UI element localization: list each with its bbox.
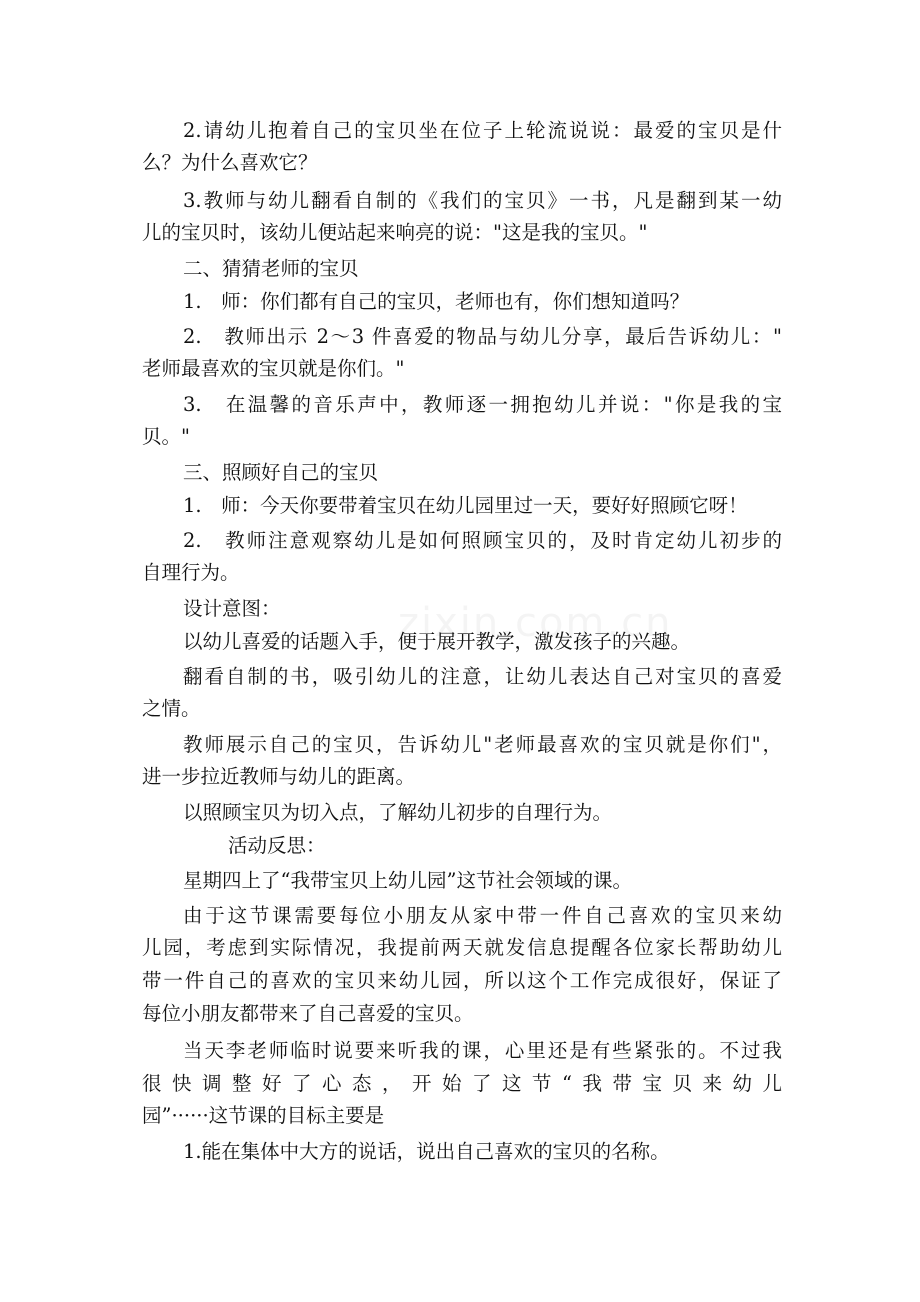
paragraph-line: 1. 师：你们都有自己的宝贝，老师也有，你们想知道吗？ xyxy=(183,290,690,313)
paragraph-line: 很快调整好了心态，开始了这节“我带宝贝来幼儿 xyxy=(142,1072,782,1095)
paragraph-line: 当天李老师临时说要来听我的课，心里还是有些紧张的。不过我 xyxy=(183,1039,782,1062)
paragraph-line: 由于这节课需要每位小朋友从家中带一件自己喜欢的宝贝来幼 xyxy=(183,904,782,927)
paragraph-line: 进一步拉近教师与幼儿的距离。 xyxy=(142,765,416,788)
paragraph-line: 么？为什么喜欢它？ xyxy=(142,151,318,174)
paragraph-line: 2. 教师注意观察幼儿是如何照顾宝贝的，及时肯定幼儿初步的 xyxy=(183,529,782,552)
paragraph-line: 3. 在温馨的音乐声中，教师逐一拥抱幼儿并说："你是我的宝 xyxy=(183,393,782,416)
subheading: 活动反思： xyxy=(228,834,326,857)
paragraph-line: 每位小朋友都带来了自己喜爱的宝贝。 xyxy=(142,1002,474,1025)
paragraph-line: 1. 师：今天你要带着宝贝在幼儿园里过一天，要好好照顾它呀！ xyxy=(183,494,748,517)
paragraph-line: 教师展示自己的宝贝，告诉幼儿"老师最喜欢的宝贝就是你们"， xyxy=(183,733,782,756)
paragraph-line: 以幼儿喜爱的话题入手，便于展开教学，激发孩子的兴趣。 xyxy=(183,630,691,653)
section-heading: 三、照顾好自己的宝贝 xyxy=(183,461,379,484)
paragraph-line: 以照顾宝贝为切入点，了解幼儿初步的自理行为。 xyxy=(183,801,613,824)
paragraph-line: 3.教师与幼儿翻看自制的《我们的宝贝》一书，凡是翻到某一幼 xyxy=(183,189,782,212)
paragraph-line: 自理行为。 xyxy=(142,561,240,584)
paragraph-line: 2. 教师出示 2～3 件喜爱的物品与幼儿分享，最后告诉幼儿：" xyxy=(183,325,782,348)
paragraph-line: 带一件自己的喜欢的宝贝来幼儿园，所以这个工作完成很好，保证了 xyxy=(142,969,782,992)
paragraph-line: 儿园，考虑到实际情况，我提前两天就发信息提醒各位家长帮助幼儿 xyxy=(142,936,782,959)
paragraph-line: 1.能在集体中大方的说话，说出自己喜欢的宝贝的名称。 xyxy=(183,1140,670,1163)
paragraph-line: 2.请幼儿抱着自己的宝贝坐在位子上轮流说说：最爱的宝贝是什 xyxy=(183,119,782,142)
section-heading: 二、猜猜老师的宝贝 xyxy=(183,257,359,280)
subheading: 设计意图： xyxy=(183,597,281,620)
paragraph-line: 老师最喜欢的宝贝就是你们。" xyxy=(142,357,405,380)
paragraph-line: 园”······这节课的目标主要是 xyxy=(142,1104,385,1127)
paragraph-line: 贝。" xyxy=(142,425,190,448)
paragraph-line: 星期四上了“我带宝贝上幼儿园”这节社会领域的课。 xyxy=(183,869,632,892)
paragraph-line: 翻看自制的书，吸引幼儿的注意，让幼儿表达自己对宝贝的喜爱 xyxy=(183,665,782,688)
paragraph-line: 儿的宝贝时，该幼儿便站起来响亮的说："这是我的宝贝。" xyxy=(142,221,648,244)
paragraph-line: 之情。 xyxy=(142,697,201,720)
